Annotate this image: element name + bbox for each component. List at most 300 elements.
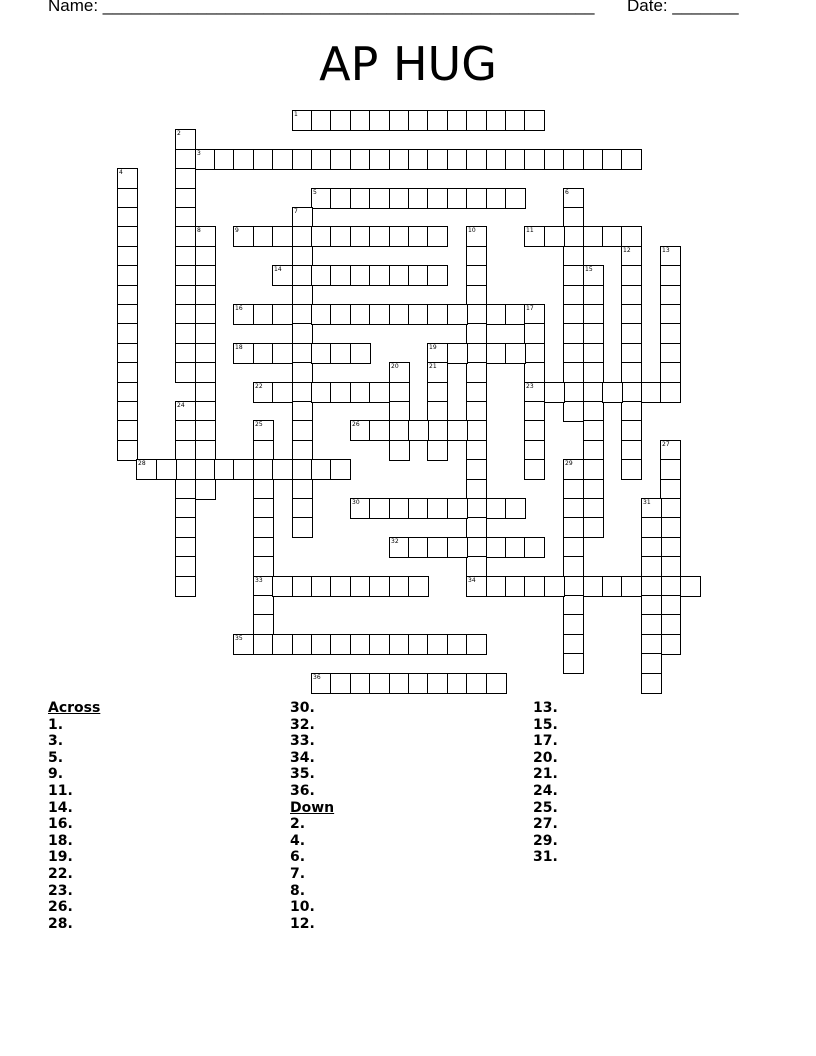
grid-cell[interactable] (408, 498, 429, 519)
grid-cell[interactable] (195, 459, 216, 480)
grid-cell[interactable] (660, 614, 681, 635)
grid-cell[interactable] (583, 226, 604, 247)
grid-cell[interactable] (447, 634, 468, 655)
grid-cell[interactable] (350, 149, 371, 170)
grid-cell[interactable] (486, 149, 507, 170)
grid-cell[interactable] (524, 323, 545, 344)
grid-cell[interactable] (292, 265, 313, 286)
grid-cell[interactable] (117, 246, 138, 267)
grid-cell[interactable] (544, 149, 565, 170)
grid-cell[interactable] (253, 440, 274, 461)
grid-cell[interactable] (563, 498, 584, 519)
grid-cell[interactable] (195, 401, 216, 422)
grid-cell[interactable] (427, 537, 448, 558)
grid-cell[interactable] (466, 285, 487, 306)
grid-cell[interactable] (563, 265, 584, 286)
grid-cell[interactable] (330, 576, 351, 597)
grid-cell[interactable] (563, 401, 584, 422)
grid-cell[interactable] (466, 188, 487, 209)
grid-cell[interactable] (292, 401, 313, 422)
grid-cell[interactable] (253, 304, 274, 325)
grid-cell[interactable] (292, 517, 313, 538)
grid-cell[interactable] (195, 440, 216, 461)
grid-cell[interactable] (563, 323, 584, 344)
grid-cell[interactable] (621, 362, 642, 383)
grid-cell[interactable] (583, 576, 604, 597)
grid-cell[interactable] (350, 576, 371, 597)
grid-cell[interactable] (272, 459, 293, 480)
grid-cell[interactable] (563, 246, 584, 267)
grid-cell[interactable] (369, 576, 390, 597)
grid-cell[interactable] (641, 537, 662, 558)
grid-cell[interactable] (524, 537, 545, 558)
grid-cell[interactable] (311, 343, 332, 364)
grid-cell[interactable] (660, 634, 681, 655)
grid-cell[interactable] (660, 362, 681, 383)
grid-cell[interactable] (253, 614, 274, 635)
grid-cell[interactable] (427, 110, 448, 131)
grid-cell[interactable] (660, 323, 681, 344)
grid-cell[interactable] (311, 459, 332, 480)
grid-cell[interactable] (602, 576, 623, 597)
grid-cell[interactable] (466, 265, 487, 286)
grid-cell[interactable] (369, 110, 390, 131)
grid-cell[interactable] (621, 149, 642, 170)
grid-cell[interactable] (175, 498, 196, 519)
grid-cell[interactable] (466, 382, 487, 403)
grid-cell[interactable] (389, 110, 410, 131)
grid-cell[interactable] (563, 382, 584, 403)
grid-cell[interactable] (350, 343, 371, 364)
grid-cell[interactable] (466, 537, 487, 558)
grid-cell[interactable] (583, 149, 604, 170)
grid-cell[interactable] (117, 226, 138, 247)
grid-cell[interactable] (486, 673, 507, 694)
grid-cell[interactable] (621, 440, 642, 461)
grid-cell[interactable] (272, 634, 293, 655)
grid-cell[interactable] (466, 420, 487, 441)
grid-cell[interactable] (175, 207, 196, 228)
grid-cell[interactable] (466, 440, 487, 461)
grid-cell[interactable] (330, 634, 351, 655)
grid-cell[interactable] (330, 304, 351, 325)
grid-cell[interactable] (427, 440, 448, 461)
grid-cell[interactable] (583, 498, 604, 519)
grid-cell[interactable] (330, 673, 351, 694)
grid-cell[interactable] (408, 634, 429, 655)
grid-cell[interactable] (563, 614, 584, 635)
grid-cell[interactable] (408, 420, 429, 441)
grid-cell[interactable] (602, 149, 623, 170)
grid-cell[interactable] (466, 517, 487, 538)
grid-cell[interactable] (505, 576, 526, 597)
grid-cell[interactable] (563, 595, 584, 616)
grid-cell[interactable] (195, 246, 216, 267)
grid-cell[interactable] (253, 459, 274, 480)
grid-cell[interactable] (175, 459, 196, 480)
grid-cell[interactable] (389, 673, 410, 694)
grid-cell[interactable] (330, 459, 351, 480)
grid-cell[interactable] (563, 479, 584, 500)
grid-cell[interactable] (447, 110, 468, 131)
grid-cell[interactable] (563, 653, 584, 674)
grid-cell[interactable] (292, 420, 313, 441)
grid-cell[interactable] (175, 576, 196, 597)
grid-cell[interactable] (427, 226, 448, 247)
grid-cell[interactable] (350, 226, 371, 247)
grid-cell[interactable] (680, 576, 701, 597)
grid-cell[interactable] (292, 498, 313, 519)
grid-cell[interactable] (175, 265, 196, 286)
grid-cell[interactable] (505, 343, 526, 364)
grid-cell[interactable] (408, 149, 429, 170)
grid-cell[interactable] (369, 304, 390, 325)
grid-cell[interactable] (505, 149, 526, 170)
grid-cell[interactable] (563, 634, 584, 655)
grid-cell[interactable] (486, 576, 507, 597)
grid-cell[interactable] (195, 285, 216, 306)
grid-cell[interactable] (505, 537, 526, 558)
grid-cell[interactable] (621, 304, 642, 325)
grid-cell[interactable] (524, 149, 545, 170)
grid-cell[interactable] (447, 498, 468, 519)
grid-cell[interactable] (408, 537, 429, 558)
grid-cell[interactable] (466, 556, 487, 577)
grid-cell[interactable] (486, 343, 507, 364)
grid-cell[interactable] (117, 343, 138, 364)
grid-cell[interactable] (524, 459, 545, 480)
grid-cell[interactable] (389, 226, 410, 247)
grid-cell[interactable] (563, 343, 584, 364)
grid-cell[interactable] (330, 110, 351, 131)
grid-cell[interactable] (253, 226, 274, 247)
grid-cell[interactable] (621, 323, 642, 344)
grid-cell[interactable] (195, 479, 216, 500)
grid-cell[interactable] (505, 498, 526, 519)
grid-cell[interactable] (621, 401, 642, 422)
grid-cell[interactable] (447, 304, 468, 325)
grid-cell[interactable] (117, 188, 138, 209)
grid-cell[interactable] (563, 207, 584, 228)
grid-cell[interactable] (660, 459, 681, 480)
grid-cell[interactable] (563, 362, 584, 383)
grid-cell[interactable] (466, 304, 487, 325)
grid-cell[interactable] (641, 382, 662, 403)
grid-cell[interactable] (563, 556, 584, 577)
grid-cell[interactable] (272, 576, 293, 597)
grid-cell[interactable] (408, 673, 429, 694)
grid-cell[interactable] (660, 498, 681, 519)
grid-cell[interactable] (253, 149, 274, 170)
grid-cell[interactable] (350, 634, 371, 655)
grid-cell[interactable] (117, 440, 138, 461)
grid-cell[interactable] (117, 323, 138, 344)
grid-cell[interactable] (486, 498, 507, 519)
grid-cell[interactable] (466, 634, 487, 655)
grid-cell[interactable] (117, 401, 138, 422)
grid-cell[interactable] (563, 576, 584, 597)
grid-cell[interactable] (350, 265, 371, 286)
grid-cell[interactable] (427, 149, 448, 170)
grid-cell[interactable] (175, 188, 196, 209)
grid-cell[interactable] (583, 343, 604, 364)
grid-cell[interactable] (641, 595, 662, 616)
grid-cell[interactable] (447, 673, 468, 694)
grid-cell[interactable] (253, 634, 274, 655)
grid-cell[interactable] (175, 226, 196, 247)
grid-cell[interactable] (524, 110, 545, 131)
grid-cell[interactable] (447, 537, 468, 558)
grid-cell[interactable] (330, 382, 351, 403)
grid-cell[interactable] (117, 304, 138, 325)
grid-cell[interactable] (350, 382, 371, 403)
grid-cell[interactable] (621, 382, 642, 403)
grid-cell[interactable] (486, 188, 507, 209)
grid-cell[interactable] (524, 576, 545, 597)
grid-cell[interactable] (660, 285, 681, 306)
grid-cell[interactable] (292, 246, 313, 267)
grid-cell[interactable] (214, 459, 235, 480)
grid-cell[interactable] (350, 188, 371, 209)
grid-cell[interactable] (408, 226, 429, 247)
grid-cell[interactable] (466, 498, 487, 519)
grid-cell[interactable] (311, 226, 332, 247)
grid-cell[interactable] (544, 226, 565, 247)
grid-cell[interactable] (389, 304, 410, 325)
grid-cell[interactable] (175, 537, 196, 558)
grid-cell[interactable] (621, 576, 642, 597)
grid-cell[interactable] (292, 459, 313, 480)
grid-cell[interactable] (214, 149, 235, 170)
grid-cell[interactable] (524, 343, 545, 364)
grid-cell[interactable] (447, 149, 468, 170)
grid-cell[interactable] (369, 673, 390, 694)
grid-cell[interactable] (563, 537, 584, 558)
grid-cell[interactable] (660, 343, 681, 364)
grid-cell[interactable] (641, 634, 662, 655)
grid-cell[interactable] (175, 304, 196, 325)
grid-cell[interactable] (175, 285, 196, 306)
grid-cell[interactable] (466, 323, 487, 344)
grid-cell[interactable] (175, 479, 196, 500)
grid-cell[interactable] (583, 420, 604, 441)
grid-cell[interactable] (272, 226, 293, 247)
grid-cell[interactable] (350, 304, 371, 325)
grid-cell[interactable] (311, 576, 332, 597)
grid-cell[interactable] (641, 517, 662, 538)
grid-cell[interactable] (175, 556, 196, 577)
grid-cell[interactable] (660, 517, 681, 538)
grid-cell[interactable] (369, 498, 390, 519)
grid-cell[interactable] (292, 343, 313, 364)
grid-cell[interactable] (175, 362, 196, 383)
grid-cell[interactable] (641, 653, 662, 674)
grid-cell[interactable] (427, 498, 448, 519)
grid-cell[interactable] (195, 323, 216, 344)
grid-cell[interactable] (311, 265, 332, 286)
grid-cell[interactable] (175, 323, 196, 344)
grid-cell[interactable] (389, 265, 410, 286)
grid-cell[interactable] (524, 420, 545, 441)
grid-cell[interactable] (350, 110, 371, 131)
grid-cell[interactable] (311, 634, 332, 655)
grid-cell[interactable] (427, 382, 448, 403)
grid-cell[interactable] (311, 304, 332, 325)
grid-cell[interactable] (641, 673, 662, 694)
grid-cell[interactable] (466, 673, 487, 694)
grid-cell[interactable] (311, 382, 332, 403)
grid-cell[interactable] (621, 226, 642, 247)
grid-cell[interactable] (466, 110, 487, 131)
grid-cell[interactable] (292, 479, 313, 500)
grid-cell[interactable] (389, 634, 410, 655)
grid-cell[interactable] (621, 265, 642, 286)
grid-cell[interactable] (156, 459, 177, 480)
grid-cell[interactable] (117, 362, 138, 383)
grid-cell[interactable] (524, 401, 545, 422)
grid-cell[interactable] (427, 634, 448, 655)
grid-cell[interactable] (427, 188, 448, 209)
grid-cell[interactable] (466, 362, 487, 383)
grid-cell[interactable] (641, 556, 662, 577)
grid-cell[interactable] (466, 149, 487, 170)
grid-cell[interactable] (408, 265, 429, 286)
grid-cell[interactable] (524, 362, 545, 383)
grid-cell[interactable] (660, 576, 681, 597)
grid-cell[interactable] (389, 382, 410, 403)
grid-cell[interactable] (253, 479, 274, 500)
grid-cell[interactable] (369, 420, 390, 441)
grid-cell[interactable] (389, 149, 410, 170)
grid-cell[interactable] (641, 614, 662, 635)
grid-cell[interactable] (583, 304, 604, 325)
grid-cell[interactable] (175, 343, 196, 364)
grid-cell[interactable] (563, 226, 584, 247)
grid-cell[interactable] (272, 343, 293, 364)
grid-cell[interactable] (369, 226, 390, 247)
grid-cell[interactable] (466, 343, 487, 364)
grid-cell[interactable] (447, 343, 468, 364)
grid-cell[interactable] (583, 440, 604, 461)
grid-cell[interactable] (447, 188, 468, 209)
grid-cell[interactable] (544, 576, 565, 597)
grid-cell[interactable] (195, 304, 216, 325)
grid-cell[interactable] (369, 149, 390, 170)
grid-cell[interactable] (330, 188, 351, 209)
grid-cell[interactable] (486, 110, 507, 131)
grid-cell[interactable] (292, 634, 313, 655)
grid-cell[interactable] (583, 401, 604, 422)
grid-cell[interactable] (195, 420, 216, 441)
grid-cell[interactable] (602, 382, 623, 403)
grid-cell[interactable] (292, 149, 313, 170)
grid-cell[interactable] (175, 168, 196, 189)
grid-cell[interactable] (330, 149, 351, 170)
grid-cell[interactable] (117, 285, 138, 306)
grid-cell[interactable] (583, 285, 604, 306)
grid-cell[interactable] (369, 634, 390, 655)
grid-cell[interactable] (272, 382, 293, 403)
grid-cell[interactable] (175, 440, 196, 461)
grid-cell[interactable] (253, 595, 274, 616)
grid-cell[interactable] (583, 362, 604, 383)
grid-cell[interactable] (447, 420, 468, 441)
grid-cell[interactable] (583, 517, 604, 538)
grid-cell[interactable] (389, 420, 410, 441)
grid-cell[interactable] (292, 382, 313, 403)
grid-cell[interactable] (408, 110, 429, 131)
name-field[interactable]: Name: ____________________________________________________ (48, 0, 595, 15)
grid-cell[interactable] (272, 304, 293, 325)
grid-cell[interactable] (253, 498, 274, 519)
grid-cell[interactable] (621, 285, 642, 306)
grid-cell[interactable] (389, 576, 410, 597)
grid-cell[interactable] (621, 343, 642, 364)
grid-cell[interactable] (292, 304, 313, 325)
grid-cell[interactable] (486, 304, 507, 325)
grid-cell[interactable] (369, 265, 390, 286)
grid-cell[interactable] (583, 479, 604, 500)
grid-cell[interactable] (117, 420, 138, 441)
grid-cell[interactable] (408, 188, 429, 209)
grid-cell[interactable] (486, 537, 507, 558)
grid-cell[interactable] (233, 149, 254, 170)
grid-cell[interactable] (660, 382, 681, 403)
grid-cell[interactable] (427, 420, 448, 441)
grid-cell[interactable] (195, 382, 216, 403)
grid-cell[interactable] (117, 207, 138, 228)
grid-cell[interactable] (272, 149, 293, 170)
grid-cell[interactable] (311, 149, 332, 170)
grid-cell[interactable] (292, 323, 313, 344)
grid-cell[interactable] (117, 265, 138, 286)
grid-cell[interactable] (660, 556, 681, 577)
date-field[interactable]: Date: _______ (627, 0, 739, 15)
grid-cell[interactable] (466, 479, 487, 500)
grid-cell[interactable] (524, 440, 545, 461)
grid-cell[interactable] (253, 537, 274, 558)
grid-cell[interactable] (660, 265, 681, 286)
grid-cell[interactable] (175, 517, 196, 538)
grid-cell[interactable] (292, 576, 313, 597)
grid-cell[interactable] (175, 246, 196, 267)
grid-cell[interactable] (505, 110, 526, 131)
grid-cell[interactable] (660, 479, 681, 500)
grid-cell[interactable] (369, 382, 390, 403)
grid-cell[interactable] (175, 420, 196, 441)
grid-cell[interactable] (660, 304, 681, 325)
grid-cell[interactable] (253, 517, 274, 538)
grid-cell[interactable] (621, 459, 642, 480)
grid-cell[interactable] (292, 285, 313, 306)
grid-cell[interactable] (292, 440, 313, 461)
grid-cell[interactable] (408, 304, 429, 325)
grid-cell[interactable] (389, 498, 410, 519)
grid-cell[interactable] (505, 304, 526, 325)
grid-cell[interactable] (466, 246, 487, 267)
grid-cell[interactable] (641, 576, 662, 597)
grid-cell[interactable] (350, 673, 371, 694)
grid-cell[interactable] (195, 343, 216, 364)
grid-cell[interactable] (621, 420, 642, 441)
grid-cell[interactable] (389, 401, 410, 422)
grid-cell[interactable] (292, 226, 313, 247)
grid-cell[interactable] (427, 304, 448, 325)
grid-cell[interactable] (233, 459, 254, 480)
grid-cell[interactable] (505, 188, 526, 209)
grid-cell[interactable] (466, 459, 487, 480)
grid-cell[interactable] (330, 343, 351, 364)
